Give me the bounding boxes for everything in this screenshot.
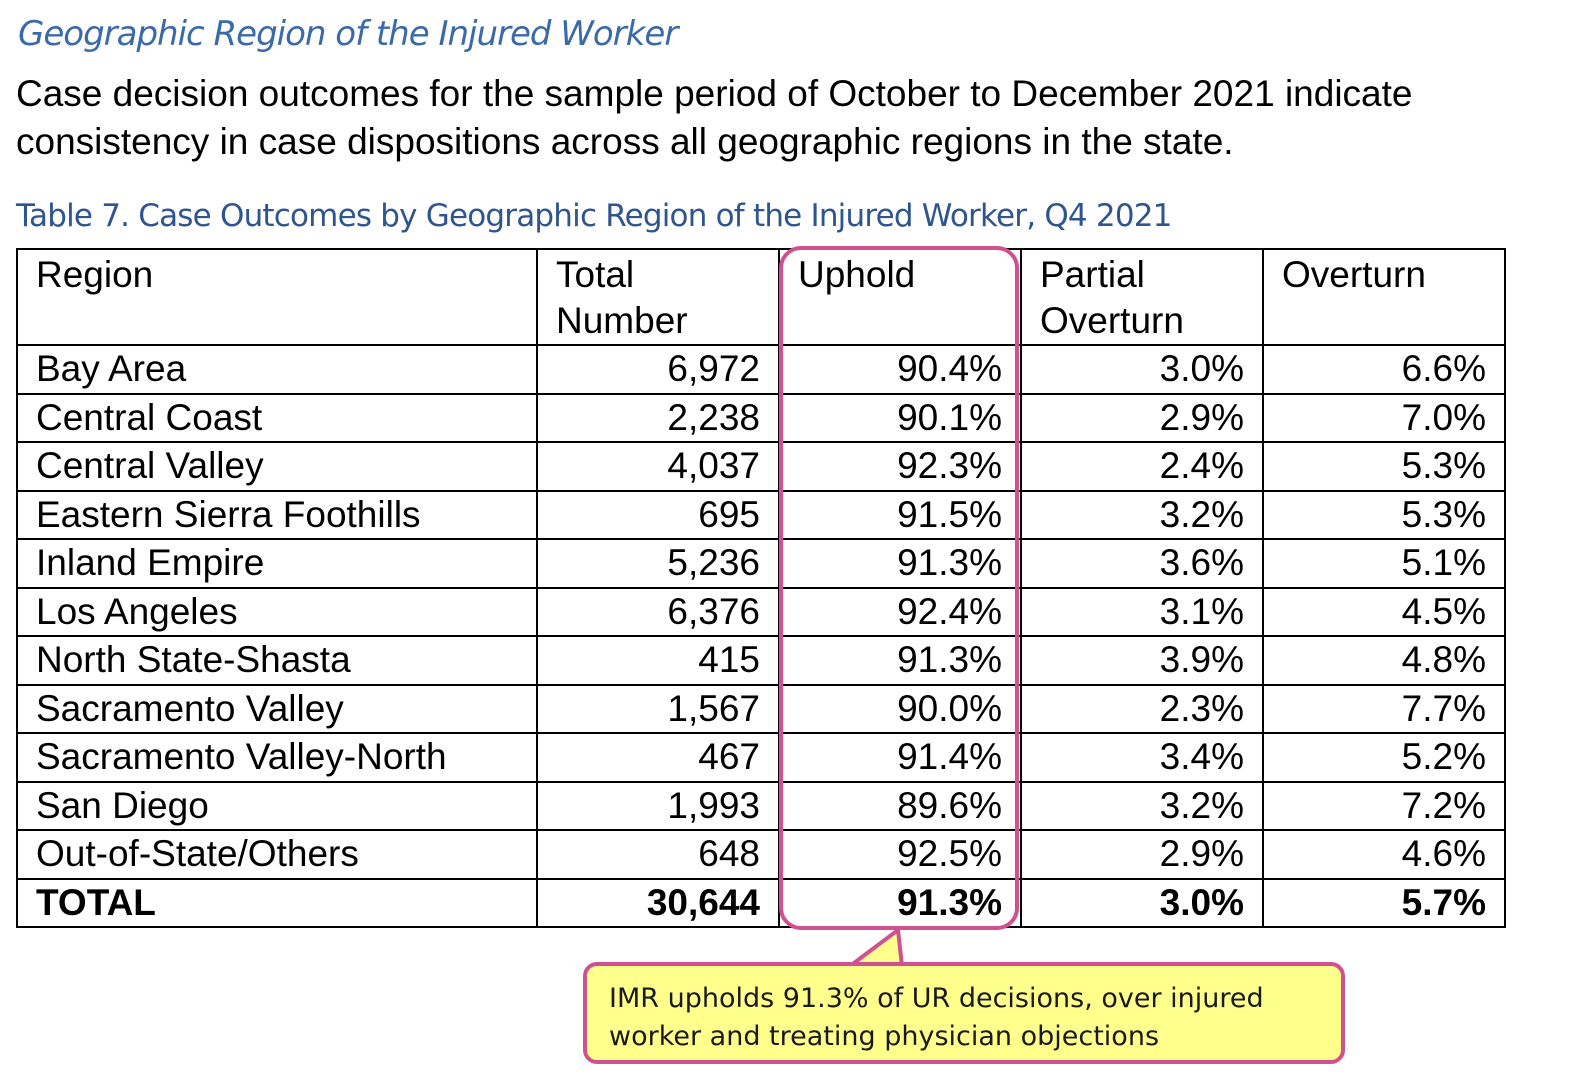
cell-total: 415	[537, 636, 779, 685]
cell-total: 1,993	[537, 782, 779, 831]
table-row	[17, 491, 1505, 540]
cell-overturn: 5.2%	[1263, 733, 1505, 782]
table-row	[17, 830, 1505, 879]
cell-partial: 2.9%	[1021, 394, 1263, 443]
table-header-row	[17, 249, 1505, 345]
cell-total: 30,644	[537, 879, 779, 928]
cell-total: 5,236	[537, 539, 779, 588]
cell-overturn: 7.2%	[1263, 782, 1505, 831]
cell-region: North State-Shasta	[17, 636, 537, 685]
cell-overturn: 5.1%	[1263, 539, 1505, 588]
cell-partial: 3.0%	[1021, 879, 1263, 928]
cell-uphold: 90.4%	[779, 345, 1021, 394]
cell-partial: 3.9%	[1021, 636, 1263, 685]
callout-note: IMR upholds 91.3% of UR decisions, over injured worker and treating physician objections	[583, 962, 1345, 1064]
case-outcomes-table	[16, 248, 1506, 928]
cell-region: Bay Area	[17, 345, 537, 394]
cell-region: Inland Empire	[17, 539, 537, 588]
cell-total: 467	[537, 733, 779, 782]
total-row	[17, 879, 1505, 928]
cell-overturn: 6.6%	[1263, 345, 1505, 394]
cell-uphold: 89.6%	[779, 782, 1021, 831]
section-heading: Geographic Region of the Injured Worker	[18, 14, 678, 54]
cell-region: TOTAL	[17, 879, 537, 928]
table-row	[17, 588, 1505, 637]
table-row	[17, 685, 1505, 734]
cell-partial: 3.2%	[1021, 491, 1263, 540]
cell-partial: 3.1%	[1021, 588, 1263, 637]
table-caption: Table 7. Case Outcomes by Geographic Region of the Injured Worker, Q4 2021	[16, 198, 1172, 234]
cell-region: Los Angeles	[17, 588, 537, 637]
cell-uphold: 91.3%	[779, 879, 1021, 928]
cell-partial: 2.4%	[1021, 442, 1263, 491]
cell-partial: 2.3%	[1021, 685, 1263, 734]
header-overturn: Overturn	[1263, 249, 1505, 345]
cell-uphold: 91.3%	[779, 539, 1021, 588]
cell-partial: 2.9%	[1021, 830, 1263, 879]
cell-uphold: 92.4%	[779, 588, 1021, 637]
cell-total: 6,376	[537, 588, 779, 637]
intro-paragraph: Case decision outcomes for the sample period of October to December 2021 indicate consistency in case dispositions across all geographic regions in the state.	[16, 73, 1413, 162]
cell-overturn: 5.7%	[1263, 879, 1505, 928]
cell-total: 695	[537, 491, 779, 540]
cell-overturn: 7.0%	[1263, 394, 1505, 443]
table-body	[17, 345, 1505, 927]
table-row	[17, 394, 1505, 443]
cell-uphold: 91.4%	[779, 733, 1021, 782]
cell-total: 648	[537, 830, 779, 879]
header-region: Region	[17, 249, 537, 345]
cell-overturn: 4.6%	[1263, 830, 1505, 879]
cell-region: Sacramento Valley	[17, 685, 537, 734]
cell-total: 6,972	[537, 345, 779, 394]
header-uphold: Uphold	[779, 249, 1021, 345]
header-total-number: Total Number	[537, 249, 779, 345]
cell-uphold: 90.1%	[779, 394, 1021, 443]
cell-overturn: 5.3%	[1263, 442, 1505, 491]
cell-region: Central Valley	[17, 442, 537, 491]
table-row	[17, 539, 1505, 588]
cell-uphold: 90.0%	[779, 685, 1021, 734]
cell-total: 4,037	[537, 442, 779, 491]
table-row	[17, 636, 1505, 685]
cell-partial: 3.2%	[1021, 782, 1263, 831]
cell-partial: 3.4%	[1021, 733, 1263, 782]
header-partial-overturn: Partial Overturn	[1021, 249, 1263, 345]
cell-uphold: 91.5%	[779, 491, 1021, 540]
cell-region: Eastern Sierra Foothills	[17, 491, 537, 540]
cell-overturn: 4.5%	[1263, 588, 1505, 637]
table-row	[17, 345, 1505, 394]
cell-uphold: 91.3%	[779, 636, 1021, 685]
cell-region: Out-of-State/Others	[17, 830, 537, 879]
table-row	[17, 442, 1505, 491]
cell-overturn: 5.3%	[1263, 491, 1505, 540]
table-row	[17, 733, 1505, 782]
cell-total: 1,567	[537, 685, 779, 734]
cell-region: Sacramento Valley-North	[17, 733, 537, 782]
cell-region: San Diego	[17, 782, 537, 831]
cell-uphold: 92.3%	[779, 442, 1021, 491]
cell-overturn: 7.7%	[1263, 685, 1505, 734]
cell-uphold: 92.5%	[779, 830, 1021, 879]
cell-total: 2,238	[537, 394, 779, 443]
cell-partial: 3.6%	[1021, 539, 1263, 588]
cell-overturn: 4.8%	[1263, 636, 1505, 685]
cell-partial: 3.0%	[1021, 345, 1263, 394]
cell-region: Central Coast	[17, 394, 537, 443]
table-row	[17, 782, 1505, 831]
